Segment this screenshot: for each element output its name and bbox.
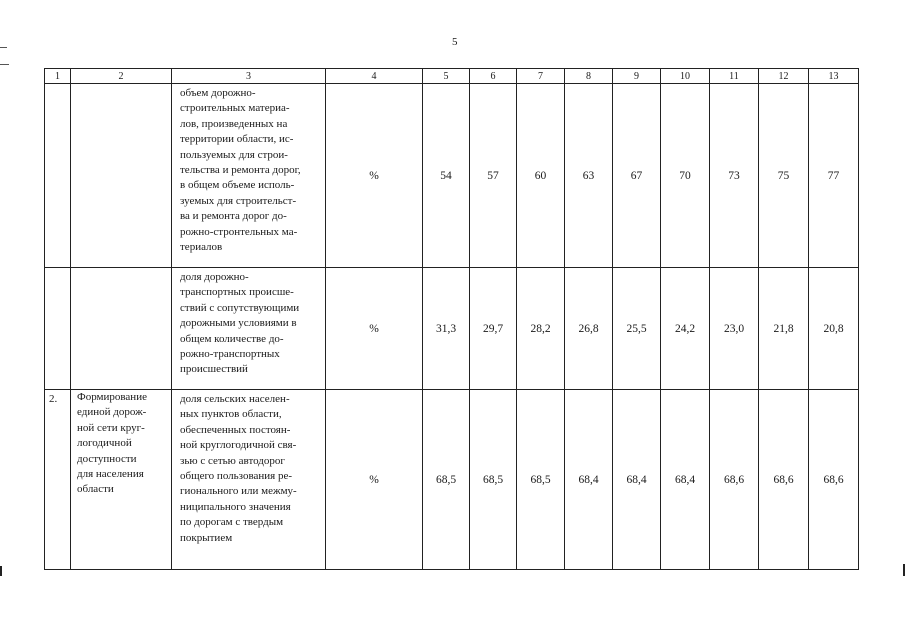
indicator-line: по дорогам с твердым [180, 516, 284, 529]
column-number: 6 [470, 69, 517, 84]
indicator-line: территории области, ис- [180, 133, 294, 146]
indicator-line: происшествий [180, 363, 248, 376]
table-row [45, 268, 859, 390]
indicator-line: ва и ремонта дорог до- [180, 210, 287, 223]
value-cell: 31,3 [423, 268, 470, 390]
indicator-line: объем дорожно- [180, 87, 256, 99]
indicator-line: тельства и ремонта дорог, [180, 164, 301, 177]
indicator-line: в общем объеме исполь- [180, 179, 295, 192]
indicator-line: транспортных происше- [180, 286, 294, 299]
value-cell: 20,8 [809, 268, 859, 390]
value-cell: 21,8 [759, 268, 809, 390]
scan-mark [0, 47, 7, 48]
column-number: 11 [710, 69, 759, 84]
task-name-cell [71, 268, 172, 390]
task-name-cell [71, 84, 172, 268]
column-number: 10 [661, 69, 710, 84]
indicator-line: общего пользования ре- [180, 470, 293, 483]
table-row [45, 390, 859, 570]
indicator-cell [172, 84, 326, 268]
value-cell: 57 [470, 84, 517, 268]
indicator-line: лов, произведенных на [180, 117, 288, 130]
value-cell: 23,0 [710, 268, 759, 390]
task-name-line: единой дорож- [77, 406, 147, 419]
row-number-cell [45, 84, 71, 268]
column-number: 4 [326, 69, 423, 84]
indicator-line: ной круглогодичной свя- [180, 439, 297, 452]
indicator-line: строительных материа- [180, 102, 290, 115]
value-cell: 68,5 [470, 390, 517, 570]
value-cell: 75 [759, 84, 809, 268]
value-cell: 68,6 [710, 390, 759, 570]
indicator-cell [172, 268, 326, 390]
page-number: 5 [452, 36, 458, 48]
scan-mark [0, 64, 9, 65]
indicators-table [44, 68, 859, 570]
value-cell: 29,7 [470, 268, 517, 390]
column-number: 13 [809, 69, 859, 84]
task-name-line: для населения [77, 468, 144, 481]
indicator-line: рожно-транспортных [180, 348, 280, 361]
indicator-line: обеспеченных постоян- [180, 423, 291, 436]
indicator-line: ствий с сопутствующими [180, 301, 300, 314]
indicator-line: дорожными условиями в [180, 317, 297, 330]
value-cell: 63 [565, 84, 613, 268]
unit-cell: % [326, 390, 423, 570]
column-number: 9 [613, 69, 661, 84]
indicator-line: ниципального значения [180, 500, 291, 513]
table-row [45, 84, 859, 268]
column-number: 8 [565, 69, 613, 84]
value-cell: 70 [661, 84, 710, 268]
indicator-line: покрытием [180, 531, 233, 544]
task-name-line: Формирование [77, 391, 147, 403]
indicator-line: доля сельских населен- [180, 393, 290, 405]
task-name-line: области [77, 483, 114, 496]
value-cell: 73 [710, 84, 759, 268]
value-cell: 24,2 [661, 268, 710, 390]
value-cell: 60 [517, 84, 565, 268]
indicator-line: гионального или межму- [180, 485, 297, 498]
value-cell: 25,5 [613, 268, 661, 390]
task-name-cell [71, 390, 172, 570]
value-cell: 68,6 [759, 390, 809, 570]
value-cell: 28,2 [517, 268, 565, 390]
value-cell: 77 [809, 84, 859, 268]
task-name-line: доступности [77, 452, 137, 465]
indicator-line: ных пунктов области, [180, 408, 282, 421]
column-number: 5 [423, 69, 470, 84]
value-cell: 68,5 [517, 390, 565, 570]
row-number-cell [45, 268, 71, 390]
indicator-cell [172, 390, 326, 570]
task-name-line: логодичной [77, 437, 132, 450]
column-number-header-row [45, 69, 859, 84]
value-cell: 54 [423, 84, 470, 268]
row-number-cell: 2. [45, 390, 71, 570]
indicator-line: рожно-стронтельных ма- [180, 225, 298, 238]
indicator-line: доля дорожно- [180, 271, 249, 283]
unit-cell: % [326, 84, 423, 268]
value-cell: 68,4 [565, 390, 613, 570]
value-cell: 67 [613, 84, 661, 268]
indicator-line: зью с сетью автодорог [180, 454, 285, 467]
value-cell: 68,4 [661, 390, 710, 570]
column-number: 12 [759, 69, 809, 84]
indicator-line: зуемых для строительст- [180, 194, 297, 207]
value-cell: 68,4 [613, 390, 661, 570]
column-number: 3 [172, 69, 326, 84]
task-name-line: ной сети круг- [77, 421, 145, 434]
unit-cell: % [326, 268, 423, 390]
scan-mark [0, 566, 2, 576]
value-cell: 26,8 [565, 268, 613, 390]
indicator-line: общем количестве до- [180, 332, 284, 345]
indicator-line: териалов [180, 241, 223, 254]
column-number: 2 [71, 69, 172, 84]
value-cell: 68,6 [809, 390, 859, 570]
column-number: 7 [517, 69, 565, 84]
column-number: 1 [45, 69, 71, 84]
indicator-line: пользуемых для строи- [180, 148, 288, 161]
value-cell: 68,5 [423, 390, 470, 570]
